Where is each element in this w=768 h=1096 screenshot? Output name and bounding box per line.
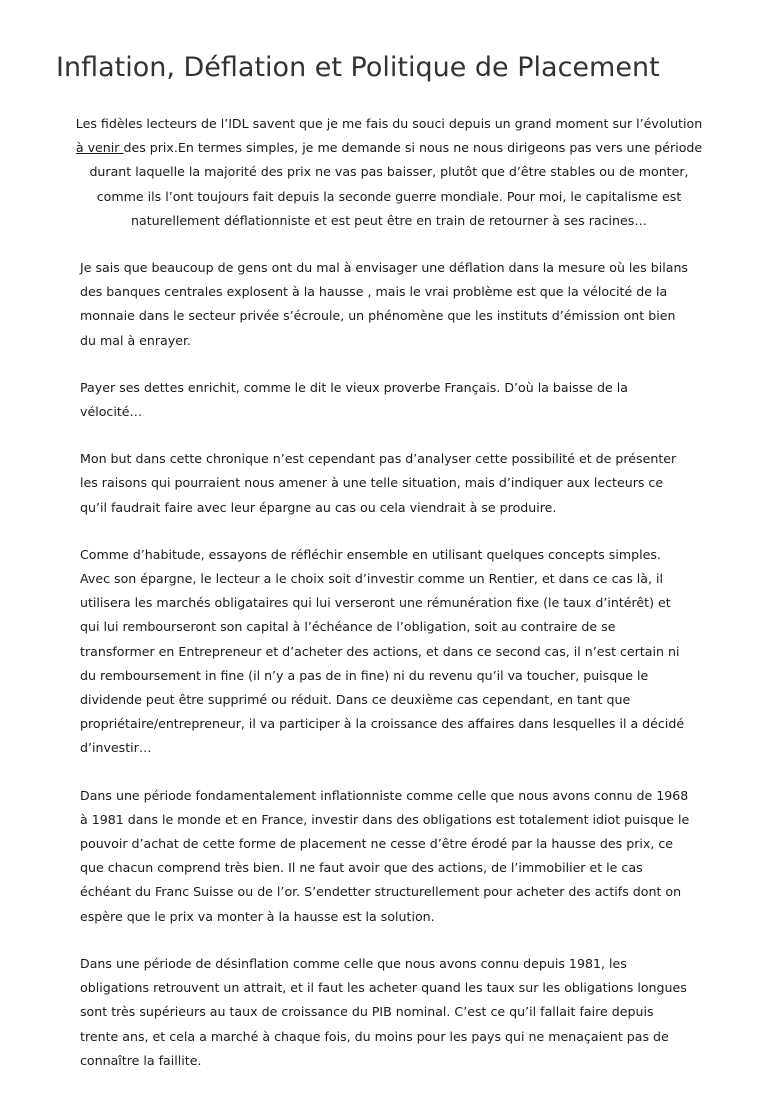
intro-text-end: des prix.En termes simples, je me demande si nous ne nous dirigeons pas vers une période durant laquelle la majorité des prix ne vas pas baisser, plutôt que d’être stables ou de monter, comme ils l’ont toujours fait depuis la seconde guerre mondiale. Pour moi, le capitalisme est naturellement déflationniste et est peut être en train de retourner à ses racines… (89, 140, 703, 228)
paragraph-rentier-entrepreneur: Comme d’habitude, essayons de réfléchir ensemble en utilisant quelques concepts simples. Avec son épargne, le lecteur a le choix soit d’investir comme un Rentier, et dans ce cas là, il utilisera les marchés obligataires qui lui verseront une rémunération fixe (le taux d’intérêt) et qui lui rembourseront son capital à l’échéance de l’obligation, soit au contraire de se transformer en Entrepreneur et d’acheter des actions, et dans ce second cas, il n’est certain ni du remboursement in fine (il n’y a pas de in fine) ni du revenu qu’il va toucher, puisque le dividende peut être supprimé ou réduit. Dans ce deuxième cas cependant, en tant que propriétaire/entrepreneur, il va participer à la croissance des affaires dans lesquelles il a décidé d’investir… (80, 546, 685, 756)
paragraph-velocity: Je sais que beaucoup de gens ont du mal à envisager une déflation dans la mesure où les bilans des banques centrales explosent à la hausse , mais le vrai problème est que la vélocité de la monnaie dans le secteur privée s’écroule, un phénomène que les instituts d’émission ont bien du mal à enrayer. (80, 260, 688, 348)
paragraph-inflation-period: Dans une période fondamentalement inflationniste comme celle que nous avons connu de 1968 à 1981 dans le monde et en France, investir dans des obligations est totalement idiot puisque le pouvoir d’achat de cette forme de placement ne cesse d’être érodé par la hausse des prix, ce que chacun comprend très bien. Il ne faut avoir que des actions, de l’immobilier et le cas échéant du Franc Suisse ou de l’or. S’endetter structurellement pour acheter des actifs dont on espère que le prix va monter à la hausse est la solution. (80, 787, 690, 924)
underlined-text: à venir (75, 140, 124, 156)
intro-text-start: Les fidèles lecteurs de l’IDL savent que je me fais du souci depuis un grand moment sur l’évolution (75, 116, 703, 131)
paragraph-disinflation-period: Dans une période de désinflation comme celle que nous avons connu depuis 1981, les obligations retrouvent un attrait, et il faut les acheter quand les taux sur les obligations longues sont très supérieurs au taux de croissance du PIB nominal. C’est ce qu’il fallait faire depuis trente ans, et cela a marché à chaque fois, du moins pour les pays qui ne menaçaient pas de connaître la faillite. (80, 955, 687, 1068)
intro-paragraph (75, 112, 703, 233)
paragraph-proverb: Payer ses dettes enrichit, comme le dit le vieux proverbe Français. D’où la baisse de la vélocité… (80, 379, 628, 420)
article-body (75, 112, 703, 1096)
paragraph-purpose: Mon but dans cette chronique n’est cependant pas d’analyser cette possibilité et de présenter les raisons qui pourraient nous amener à une telle situation, mais d’indiquer aux lecteurs ce qu’il faudrait faire avec leur épargne au cas ou cela viendrait à se produire. (80, 451, 677, 515)
page-title: Inflation, Déflation et Politique de Placement (56, 52, 660, 83)
